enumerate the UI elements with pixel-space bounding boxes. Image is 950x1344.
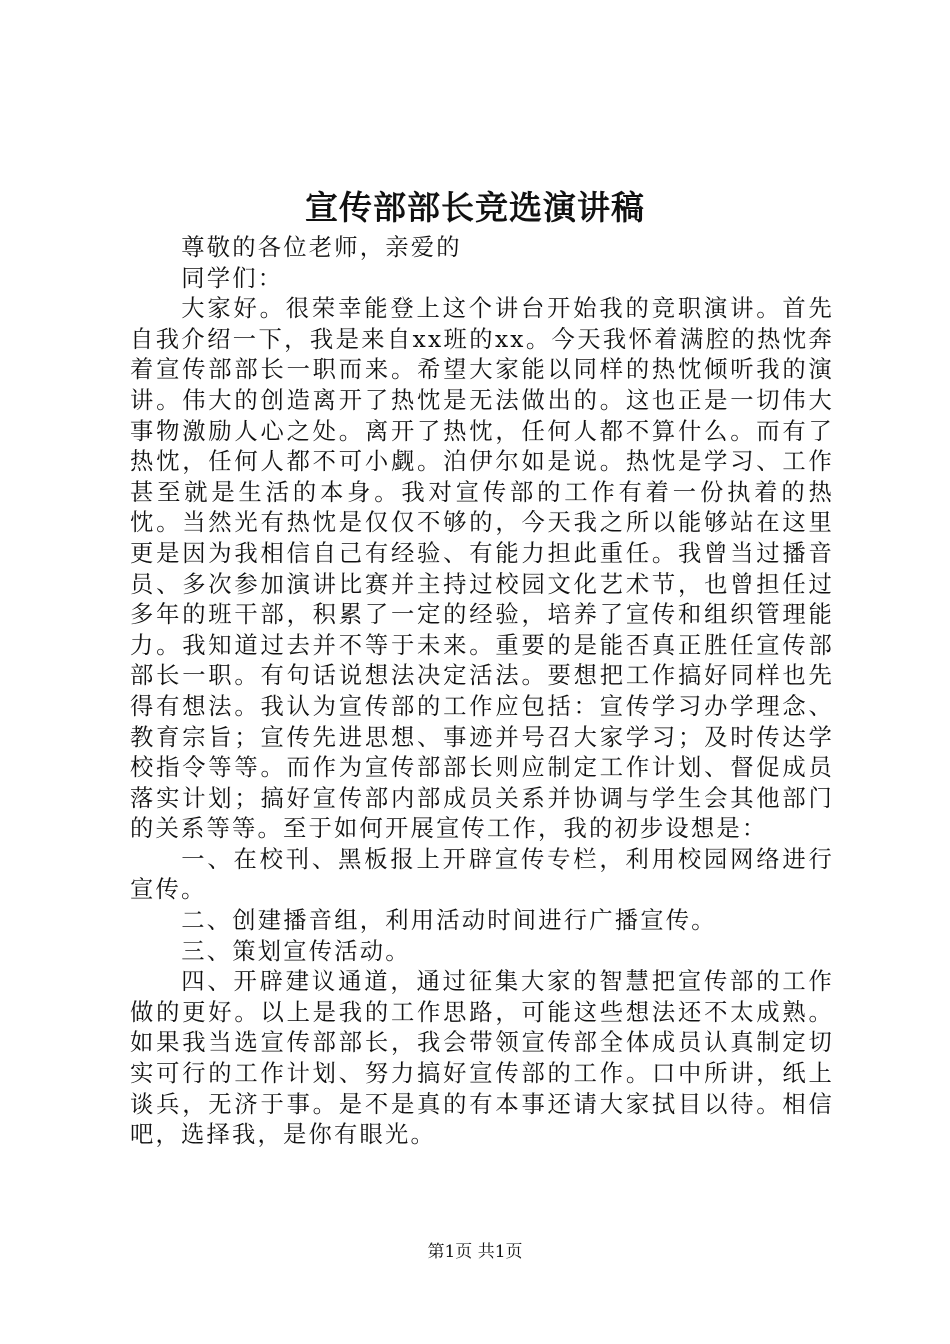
paragraph-intro: 大家好。很荣幸能登上这个讲台开始我的竞职演讲。首先自我介绍一下，我是来自xx班的xx。今天我怀着满腔的热忱奔着宣传部部长一职而来。希望大家能以同样的热忱倾听我的演讲。伟大的创造离开了热忱是无法做出的。这也正是一切伟大事物激励人心之处。离开了热忱，任何人都不算什么。而有了热忱，任何人都不可小觑。泊伊尔如是说。热忱是学习、工作甚至就是生活的本身。我对宣传部的工作有着一份执着的热忱。当然光有热忱是仅仅不够的，今天我之所以能够站在这里更是因为我相信自己有经验、有能力担此重任。我曾当过播音员、多次参加演讲比赛并主持过校园文化艺术节，也曾担任过多年的班干部，积累了一定的经验，培养了宣传和组织管理能力。我知道过去并不等于未来。重要的是能否真正胜任宣传部部长一职。有句话说想法决定活法。要想把工作搞好同样也先得有想法。我认为宣传部的工作应包括：宣传学习办学理念、教育宗旨；宣传先进思想、事迹并号召大家学习；及时传达学校指令等等。而作为宣传部部长则应制定工作计划、督促成员落实计划；搞好宣传部内部成员关系并协调与学生会其他部门的关系等等。至于如何开展宣传工作，我的初步设想是： [130,295,834,843]
document-title: 宣传部部长竞选演讲稿 [305,188,645,227]
paragraph-item-2: 二、创建播音组，利用活动时间进行广播宣传。 [181,907,717,935]
paragraph-item-4: 四、开辟建议通道，通过征集大家的智慧把宣传部的工作做的更好。以上是我的工作思路，可能这些想法还不太成熟。如果我当选宣传部部长，我会带领宣传部全体成员认真制定切实可行的工作计划、努力搞好宣传部的工作。口中所讲，纸上谈兵，无济于事。是不是真的有本事还请大家拭目以待。相信吧，选择我，是你有眼光。 [130,968,834,1149]
greeting-line-2: 同学们： [181,264,284,292]
paragraph-item-1: 一、在校刊、黑板报上开辟宣传专栏，利用校园网络进行宣传。 [130,845,834,904]
page-number-footer: 第1页 共1页 [427,1242,523,1262]
paragraph-item-3: 三、策划宣传活动。 [181,937,411,965]
greeting-line-1: 尊敬的各位老师，亲爱的 [181,234,462,261]
document-body [130,233,834,1151]
